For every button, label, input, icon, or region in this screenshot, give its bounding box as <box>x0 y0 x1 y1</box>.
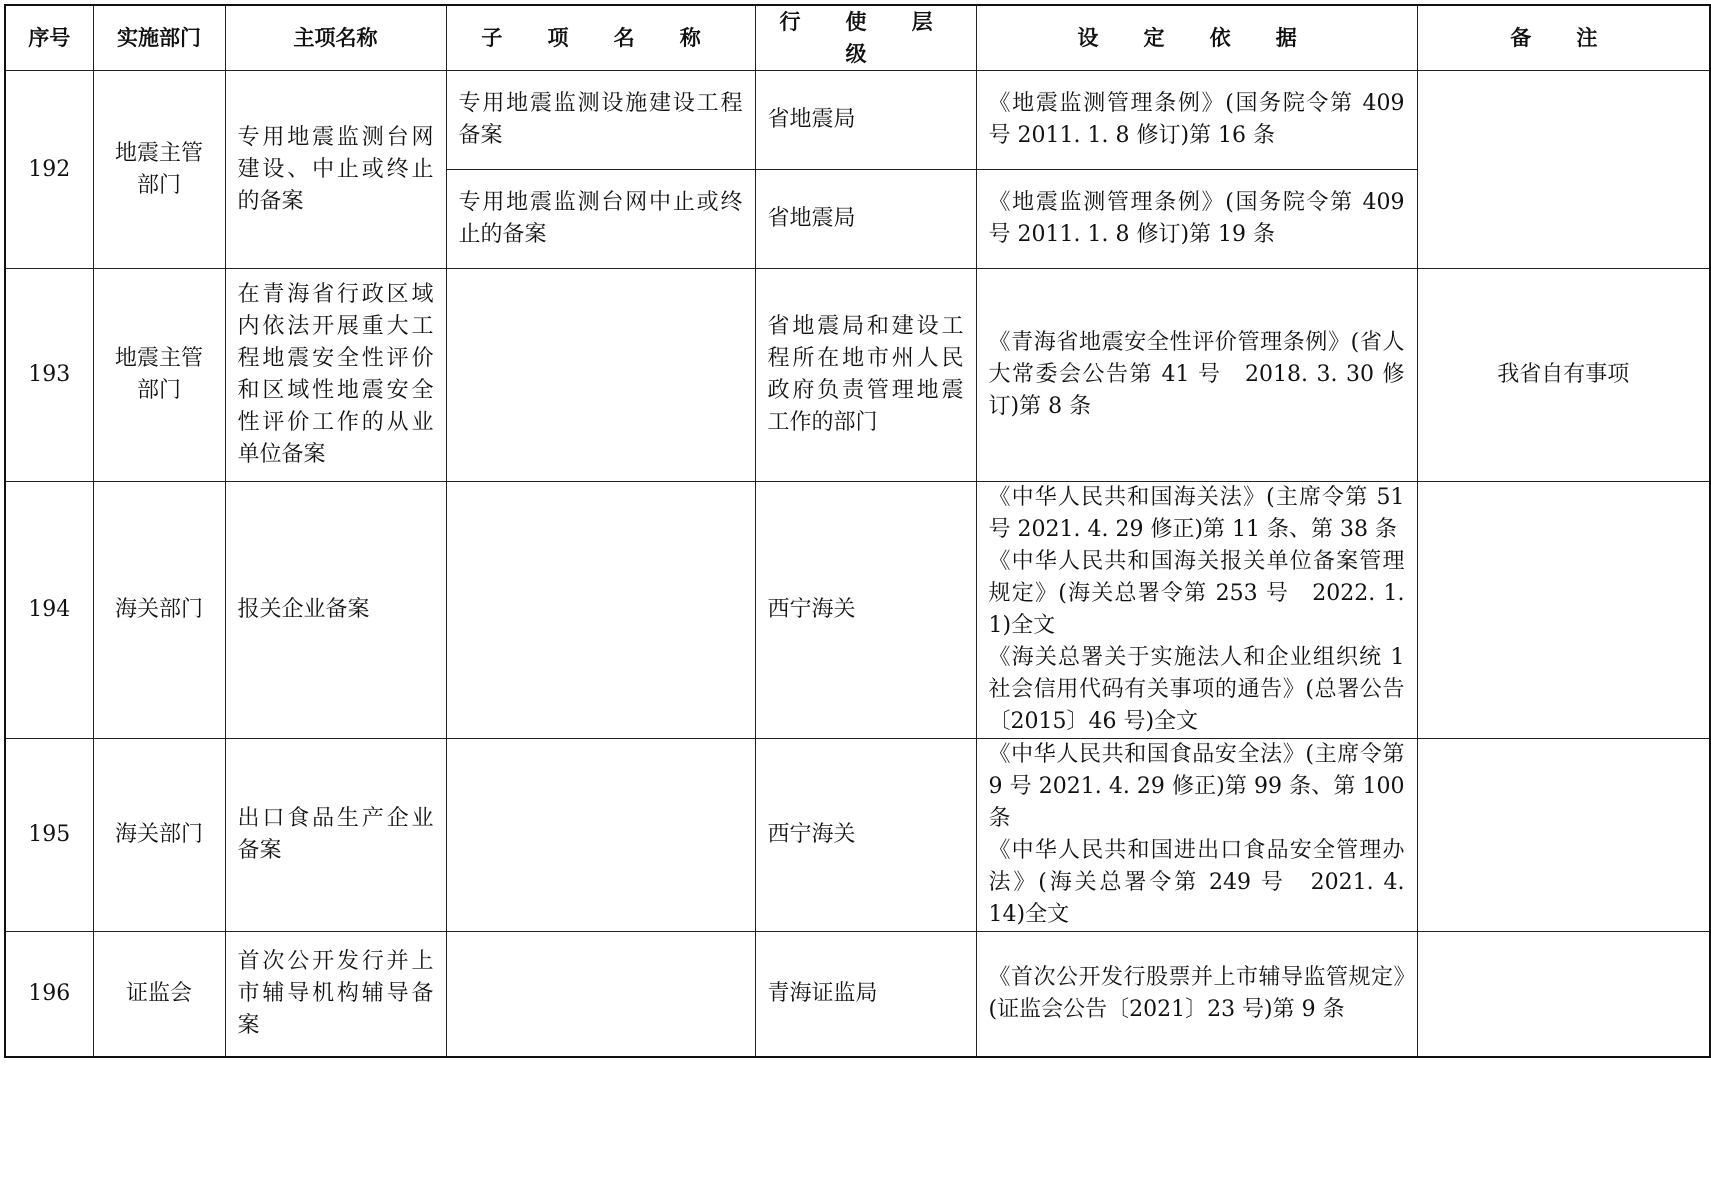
legal-basis-line: 《地震监测管理条例》(国务院令第 409 号 2011. 1. 8 修订)第 16 条 <box>988 91 1405 148</box>
table-row <box>5 71 1710 170</box>
legal-basis <box>976 739 1417 932</box>
implementing-dept: 海关部门 <box>93 482 225 739</box>
header-sub: 子 项 名 称 <box>446 5 755 71</box>
header-dept: 实施部门 <box>93 5 225 71</box>
header-no: 序号 <box>5 5 93 71</box>
note-cell <box>1417 932 1710 1057</box>
main-item-name: 在青海省行政区域内依法开展重大工程地震安全性评价和区域性地震安全性评价工作的从业单位备案 <box>225 269 446 482</box>
legal-basis-line: 《中华人民共和国食品安全法》(主席令第 9 号 2021. 4. 29 修正)第 99 条、第 100 条 <box>988 742 1405 831</box>
note-cell <box>1417 71 1710 269</box>
legal-basis-line: 《青海省地震安全性评价管理条例》(省人大常委会公告第 41 号 2018. 3. 30 修订)第 8 条 <box>988 330 1405 419</box>
legal-basis <box>976 71 1417 170</box>
legal-basis <box>976 170 1417 269</box>
main-item-name: 首次公开发行并上市辅导机构辅导备案 <box>225 932 446 1057</box>
legal-basis-line: 《中华人民共和国进出口食品安全管理办法》(海关总署令第 249 号 2021. 4. 14)全文 <box>988 838 1405 927</box>
header-basis: 设 定 依 据 <box>976 5 1417 71</box>
sub-item-name: 专用地震监测设施建设工程备案 <box>446 71 755 170</box>
sub-item-name <box>446 932 755 1057</box>
header-note: 备 注 <box>1417 5 1710 71</box>
exercise-level: 省地震局和建设工程所在地市州人民政府负责管理地震工作的部门 <box>755 269 976 482</box>
main-item-name: 报关企业备案 <box>225 482 446 739</box>
filing-items-table <box>4 4 1711 1058</box>
header-row <box>5 5 1710 71</box>
main-item-name: 专用地震监测台网建设、中止或终止的备案 <box>225 71 446 269</box>
header-level: 行 使 层 级 <box>755 5 976 71</box>
main-item-name: 出口食品生产企业备案 <box>225 739 446 932</box>
header-main: 主项名称 <box>225 5 446 71</box>
note-cell: 我省自有事项 <box>1417 269 1710 482</box>
implementing-dept: 地震主管部门 <box>93 269 225 482</box>
row-number: 193 <box>5 269 93 482</box>
legal-basis <box>976 482 1417 739</box>
sub-item-name <box>446 269 755 482</box>
legal-basis-line: 《中华人民共和国海关报关单位备案管理规定》(海关总署令第 253 号 2022. 1. 1)全文 <box>988 549 1405 638</box>
exercise-level: 青海证监局 <box>755 932 976 1057</box>
legal-basis-line: 《海关总署关于实施法人和企业组织统 1 社会信用代码有关事项的通告》(总署公告〔2015〕46 号)全文 <box>988 645 1405 734</box>
legal-basis-line: 《地震监测管理条例》(国务院令第 409 号 2011. 1. 8 修订)第 19 条 <box>988 190 1405 247</box>
note-cell <box>1417 482 1710 739</box>
table-row <box>5 932 1710 1057</box>
legal-basis-line: 《中华人民共和国海关法》(主席令第 51 号 2021. 4. 29 修正)第 11 条、第 38 条 <box>988 485 1405 542</box>
exercise-level: 西宁海关 <box>755 739 976 932</box>
row-number: 194 <box>5 482 93 739</box>
legal-basis <box>976 269 1417 482</box>
exercise-level: 西宁海关 <box>755 482 976 739</box>
row-number: 192 <box>5 71 93 269</box>
sub-item-name <box>446 482 755 739</box>
legal-basis <box>976 932 1417 1057</box>
exercise-level: 省地震局 <box>755 71 976 170</box>
implementing-dept: 地震主管部门 <box>93 71 225 269</box>
row-number: 195 <box>5 739 93 932</box>
legal-basis-line: 《首次公开发行股票并上市辅导监管规定》(证监会公告〔2021〕23 号)第 9 条 <box>988 964 1405 1022</box>
table-row <box>5 482 1710 739</box>
sub-item-name <box>446 739 755 932</box>
implementing-dept: 证监会 <box>93 932 225 1057</box>
sub-item-name: 专用地震监测台网中止或终止的备案 <box>446 170 755 269</box>
implementing-dept: 海关部门 <box>93 739 225 932</box>
row-number: 196 <box>5 932 93 1057</box>
note-cell <box>1417 739 1710 932</box>
table-row <box>5 269 1710 482</box>
exercise-level: 省地震局 <box>755 170 976 269</box>
table-row <box>5 739 1710 932</box>
